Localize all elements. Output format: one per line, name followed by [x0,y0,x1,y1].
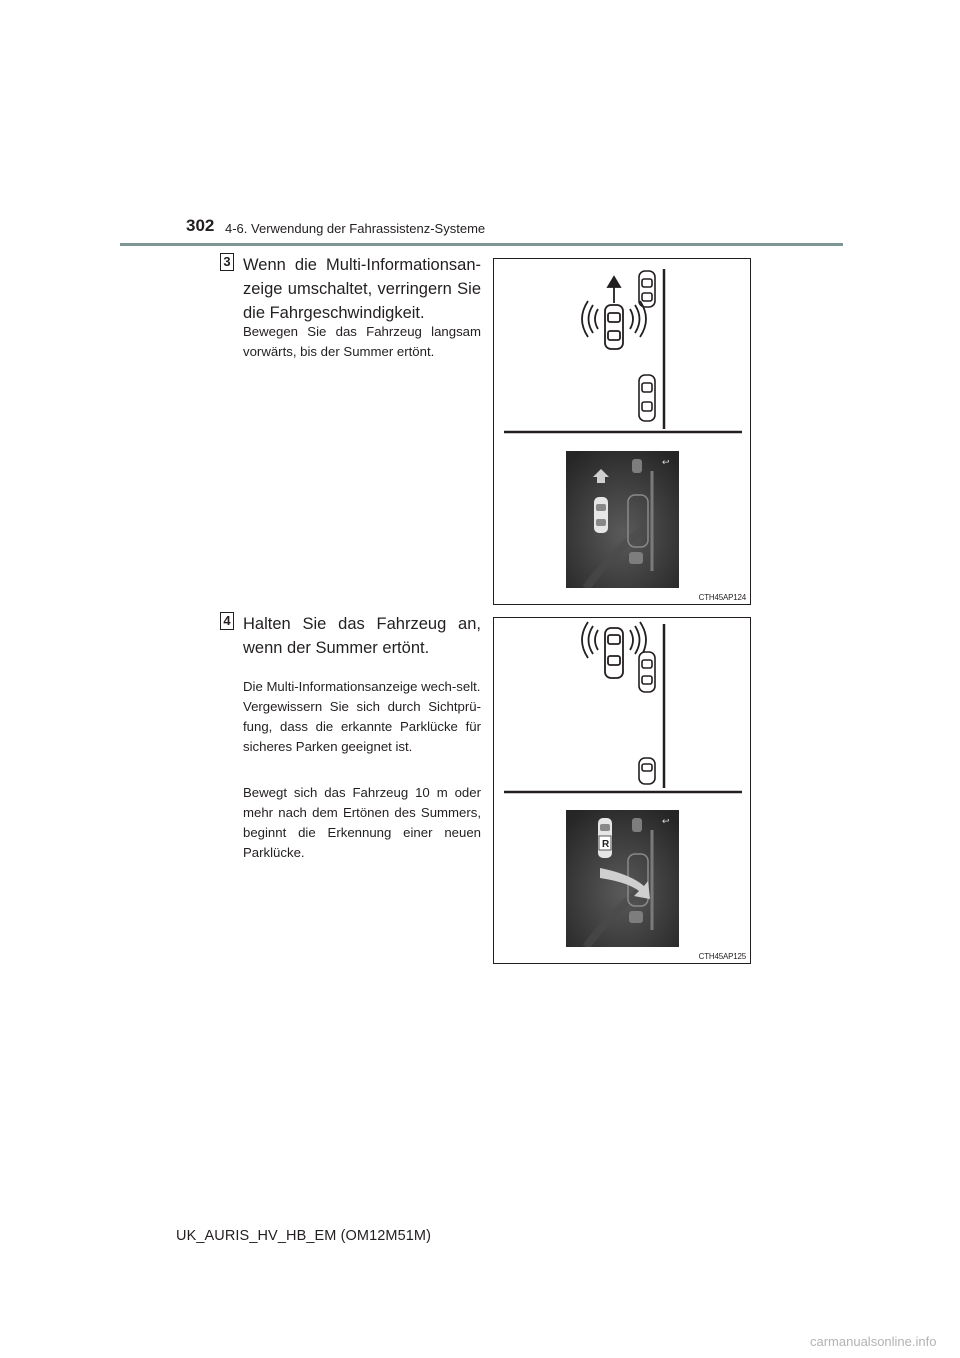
vehicle-with-sensor-icon [582,622,646,678]
vehicle-with-sensor-icon [582,277,646,349]
figure-code: CTH45AP125 [698,952,746,961]
step-heading: Halten Sie das Fahrzeug an, wenn der Summer ertönt. [243,615,481,657]
step-body [243,657,481,889]
svg-text:↩: ↩ [662,816,670,826]
parked-car-icon [639,652,655,692]
multi-information-display [566,810,679,947]
step-badge: 3 [220,253,234,271]
step-paragraph: Die Multi-Informationsanzeige wech-selt. Vergewissern Sie sich durch Sichtprü-fung, dass die erkannte Parklücke für sicheres Parken geeignet ist. [243,679,481,754]
step-paragraph: Bewegen Sie das Fahrzeug langsam vorwärts, bis der Summer ertönt. [243,324,481,359]
figure [493,617,751,964]
step-badge: 4 [220,612,234,630]
page-number: 302 [186,216,215,235]
own-vehicle-icon [594,497,608,533]
step-body [243,322,481,368]
multi-information-display [566,451,679,588]
svg-text:↩: ↩ [662,457,670,467]
step-heading: Wenn die Multi-Informationsan-zeige umschaltet, verringern Sie die Fahrgeschwindigkeit. [243,256,481,322]
parking-scene-illustration [494,618,752,798]
figure-code: CTH45AP124 [698,593,746,602]
step-paragraph: Bewegt sich das Fahrzeug 10 m oder mehr nach dem Ertönen des Summers, beginnt die Erkennung einer neuen Parklücke. [243,785,481,860]
parked-car-icon [639,758,655,784]
parking-scene-illustration [494,259,752,439]
parked-car-icon [639,375,655,421]
header-rule [120,243,843,246]
footer-model-code: UK_AURIS_HV_HB_EM (OM12M51M) [176,1228,432,1244]
section-title: 4-6. Verwendung der Fahrassistenz-Systeme [225,221,486,236]
figure [493,258,751,605]
watermark: carmanualsonline.info [810,1334,937,1349]
gear-indicator [599,836,611,850]
gear-label: R [602,839,610,850]
